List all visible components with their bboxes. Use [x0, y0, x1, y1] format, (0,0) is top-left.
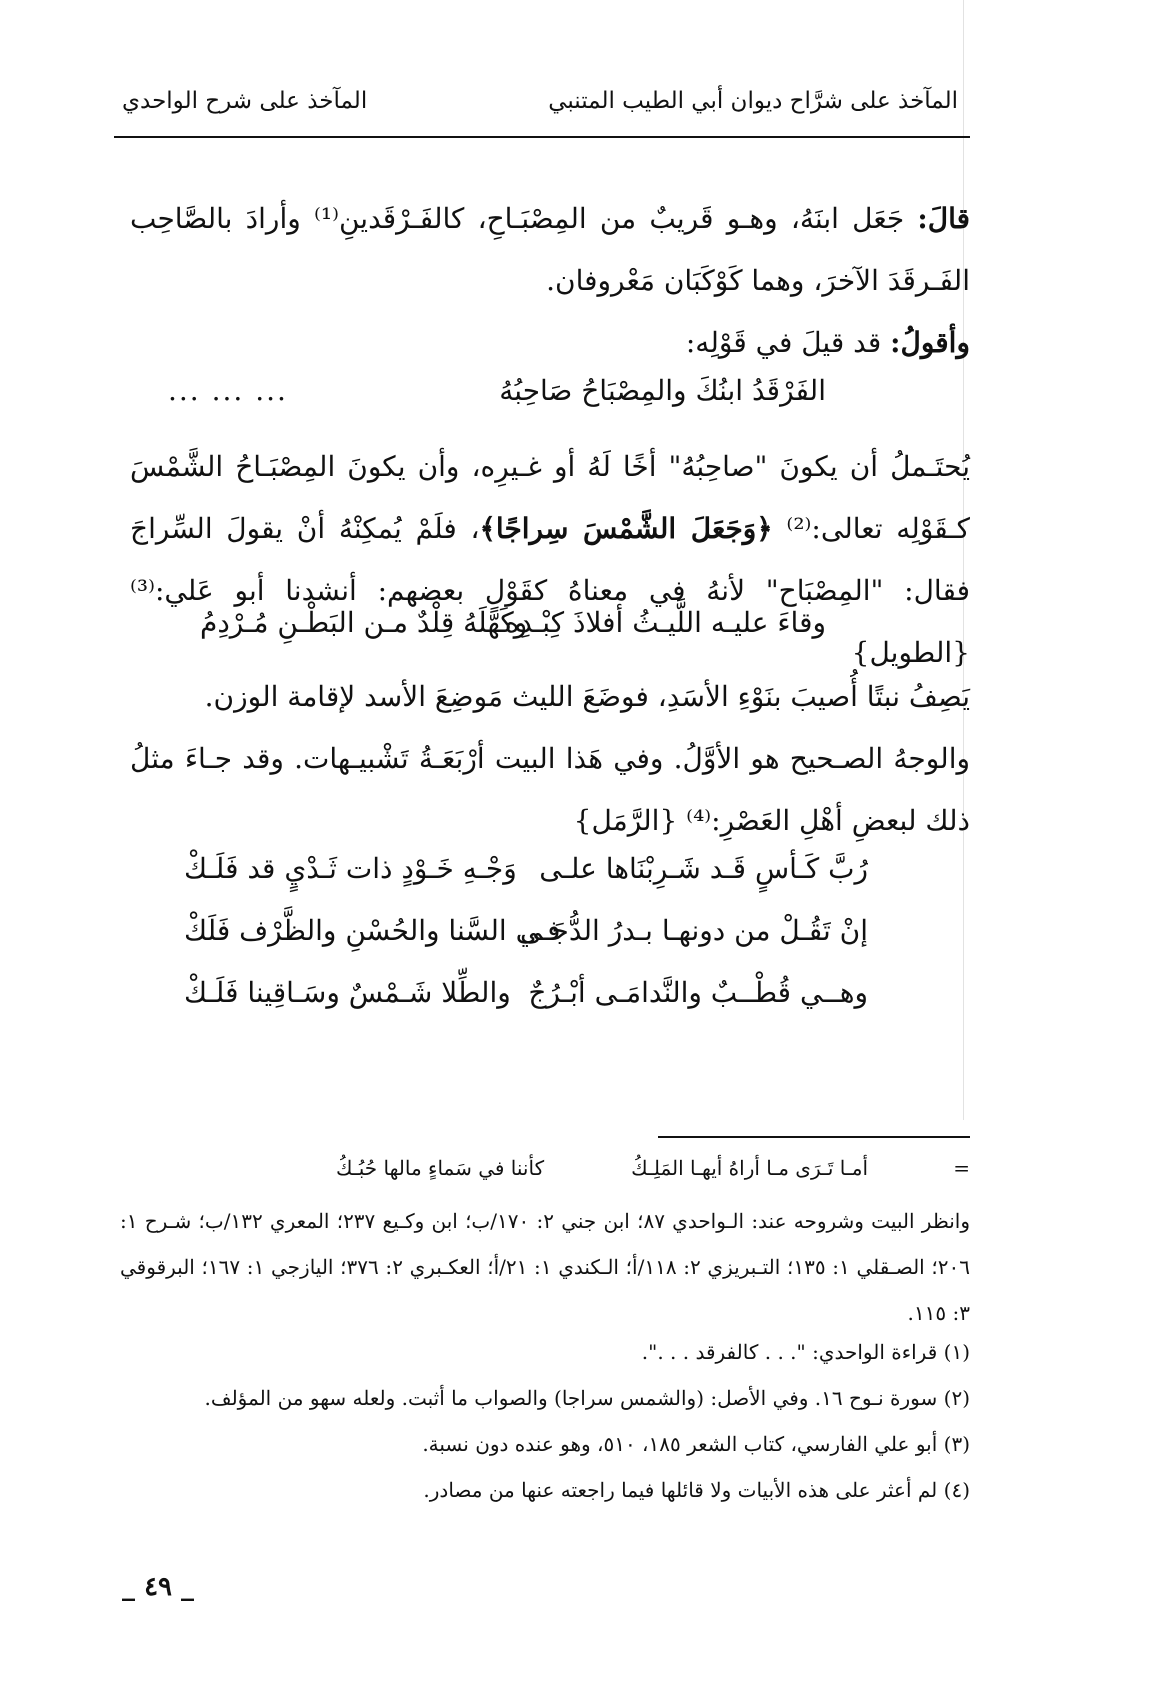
verse-1-ellipsis: ... ... ... [168, 374, 288, 407]
page-number: _ ٤٩ _ [122, 1572, 195, 1602]
meter-ramal: {الرَّمَل} [573, 804, 678, 837]
main-text [130, 188, 970, 374]
aqulu-text: قد قيلَ في قَوْلِه: [685, 326, 882, 359]
verse-5-second-hemistich: والطِّلا شَـمْسٌ وسَـاقِينا فَلَـكْ [184, 976, 511, 1009]
verse-3-first-hemistich: رُبَّ كَـأسٍ قَـد شَـرِبْنَاها علـى [539, 852, 868, 885]
footnote-continuation-mark: = [953, 1156, 970, 1180]
paragraph-yasifu: يَصِفُ نبتًا أُصيبَ بنَوْءِ الأسَدِ، فوضَعَ الليث مَوضِعَ الأسد لإقامة الوزن. [204, 680, 970, 713]
footnote-verse-first-hemistich: أمـا تَـرَى مـا أراهُ أيهـا المَلِـكُ [631, 1156, 868, 1180]
footnote-verse-second-hemistich: كأننا في سَماءٍ مالها حُبُـكُ [336, 1156, 545, 1180]
running-header-book-title: المآخذ على شرَّاح ديوان أبي الطيب المتنبي [548, 88, 958, 114]
verse-5-first-hemistich: وهــي قُطْــبٌ والنَّدامَـى أبْـرُجٌ [528, 976, 868, 1009]
paragraph-wajh [130, 728, 970, 852]
paragraph-qala [130, 188, 970, 312]
verse-2-first-hemistich: وقاءَ عليـه اللَّيـثُ أفلاذَ كِبْـدِه [504, 606, 826, 639]
footnote-2: (٢) سورة نـوح ١٦. وفي الأصل: (والشمس سراجا) والصواب ما أثبت. ولعله سهو من المؤلف. [204, 1386, 970, 1410]
quran-quote: ﴿وَجَعَلَ الشَّمْسَ سِراجًا﴾ [479, 512, 773, 545]
verse-2-second-hemistich: وكَهَّلَهُ قِلْدٌ مـن البَطْـنِ مُـرْدِمُ [200, 606, 528, 639]
footnote-4: (٤) لم أعثر على هذه الأبيات ولا قائلها فيما راجعته عنها من مصادر. [423, 1478, 970, 1502]
qala-label: قالَ: [917, 202, 971, 235]
footnote-3: (٣) أبو علي الفارسي، كتاب الشعر ١٨٥، ٥١٠، وهو عنده دون نسبة. [422, 1432, 970, 1456]
footnote-references: وانظر البيت وشروحه عند: الـواحدي ٨٧؛ ابن جني ٢: ١٧٠/ب؛ ابن وكـيع ٢٣٧؛ المعري ١٣٢/ب؛ شـرح ١: ٢٠٦؛ الصـقلي ١: ١٣٥؛ التـبريزي ٢: ١١٨/أ؛ الـكندي ١: ٢١/أ؛ العكـبري ٢: ٣٧٦؛ اليازجي ١: ١٦٧؛ البرقوقي ٣: ١١٥. [120, 1209, 971, 1325]
commentary-text [130, 436, 970, 684]
footnote-1: (١) قراءة الواحدي: ". . . كالفرقد . . .". [641, 1340, 970, 1364]
explanation-text [130, 666, 970, 852]
yuhtamal-text-b: ، فلَمْ يُمكِنْهُ أنْ يقولَ السِّراجَ فقال: "المِصْبَاح" لأنهُ في معناهُ كقَوْلِ بعضهم: أنشدنا أبو عَلي:⁽³⁾ [130, 512, 970, 607]
verse-3-second-hemistich: وَجْـهِ خَـوْدٍ ذات ثَـدْيٍ قد فَلَـكْ [184, 852, 517, 885]
running-header-section-title: المآخذ على شرح الواحدي [122, 88, 368, 114]
verse-4-first-hemistich: إنْ تَقُـلْ من دونهـا بـدرُ الدُّجَـى [519, 914, 868, 947]
aqulu-label: وأقولُ: [890, 326, 970, 359]
yuhtamal-text-a: يُحتَـملُ أن يكونَ "صاحِبُهُ" أخًا لَهُ أو غـيرِه، وأن يكونَ المِصْبَـاحُ الشَّمْسَ كـقَوْلِه تعالى:⁽²⁾ [130, 450, 970, 545]
meter-tawil: {الطويل} [851, 636, 970, 669]
qala-text: جَعَل ابنَهُ، وهـو قَريبٌ من المِصْبَـاحِ، كالفَـرْقَدينِ⁽¹⁾ وأرادَ بالصَّاحِب الفَـرقَدَ الآخرَ، وهما كَوْكَبَان مَعْروفان. [130, 202, 970, 297]
footnote-rule [658, 1136, 970, 1138]
header-rule [114, 136, 970, 138]
paragraph-aqulu [130, 312, 970, 374]
verse-4-second-hemistich: فـي السَّنا والحُسْنِ والظَّرْف فَلَكْ [184, 914, 561, 947]
wajh-text: والوجهُ الصـحيح هو الأوَّلُ. وفي هَذا البيت أرْبَعَـةُ تَشْبيـهات. وقد جـاءَ مثلُ ذلك لبعضِ أهْلِ العَصْرِ:⁽⁴⁾ [130, 742, 970, 837]
verse-1-first-hemistich: الفَرْقَدُ ابنُكَ والمِصْبَاحُ صَاحِبُهُ [499, 374, 826, 407]
paragraph-yuhtamal [130, 436, 970, 684]
